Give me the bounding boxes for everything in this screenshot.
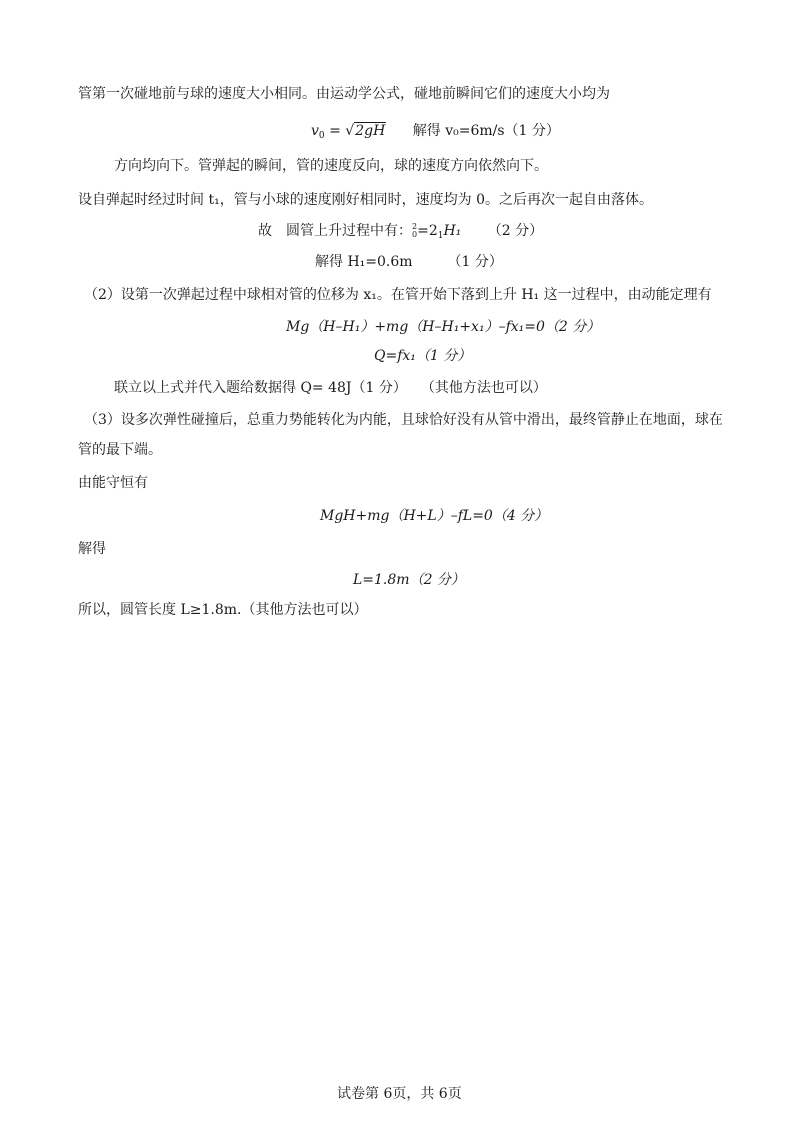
line-15: 解得 (78, 541, 106, 557)
velocity-subscript: 0 (318, 131, 325, 141)
line-10: 联立以上式并代入题给数据得 Q= 48J（1 分） （其他方法也可以） (114, 380, 547, 396)
line-1: 管第一次碰地前与球的速度大小相同。由运动学公式，碰地前瞬间它们的速度大小均为 (78, 86, 610, 102)
line-6: 解得 H₁=0.6m （1 分） (315, 254, 503, 270)
formula-length: L=1.8m（2 分） (353, 572, 465, 588)
equals-sign: = (324, 123, 346, 139)
line-17: 所以，圆管长度 L≥1.8m.（其他方法也可以） (78, 602, 368, 618)
velocity-symbol: v (311, 123, 319, 139)
velocity-result: 解得 v₀=6m/s（1 分） (412, 123, 560, 139)
fraction-mark: 2 0 (412, 222, 418, 239)
page-footer: 试卷第 6页，共 6页 (337, 1086, 462, 1102)
rise-intro: 故 圆管上升过程中有： (258, 223, 412, 239)
line-7: （2）设第一次弹起过程中球相对管的位移为 x₁。在管开始下落到上升 H₁ 这一过程中，由动能定理有 (84, 287, 712, 303)
formula-energy-1: Mg（H–H₁）+mg（H–H₁+x₁）–fx₁=0（2 分） (286, 319, 601, 335)
formula-rise (258, 222, 543, 245)
rise-subscript: 1 (437, 231, 444, 241)
line-3: 方向均向下。管弹起的瞬间，管的速度反向，球的速度方向依然向下。 (114, 158, 548, 174)
line-11: （3）设多次弹性碰撞后，总重力势能转化为内能，且球恰好没有从管中滑出，最终管静止在地面，球在 (84, 412, 723, 428)
rise-height: H₁ (443, 223, 462, 239)
line-12: 管的最下端。 (78, 442, 162, 458)
rise-eq: =2 (417, 223, 438, 239)
line-13: 由能守恒有 (78, 475, 148, 491)
formula-velocity: $v_0 = √2gH$ 解得 v₀=6m/s（1 分） (311, 123, 560, 141)
line-4: 设自弹起时经过时间 t₁，管与小球的速度刚好相同时，速度均为 0。之后再次一起自由落体。 (78, 192, 654, 208)
sqrt-content: 2gH (355, 123, 386, 139)
rise-score: （2 分） (487, 223, 544, 239)
formula-energy-2: MgH+mg（H+L）–fL=0（4 分） (320, 508, 549, 524)
formula-heat: Q=fx₁（1 分） (374, 348, 472, 364)
